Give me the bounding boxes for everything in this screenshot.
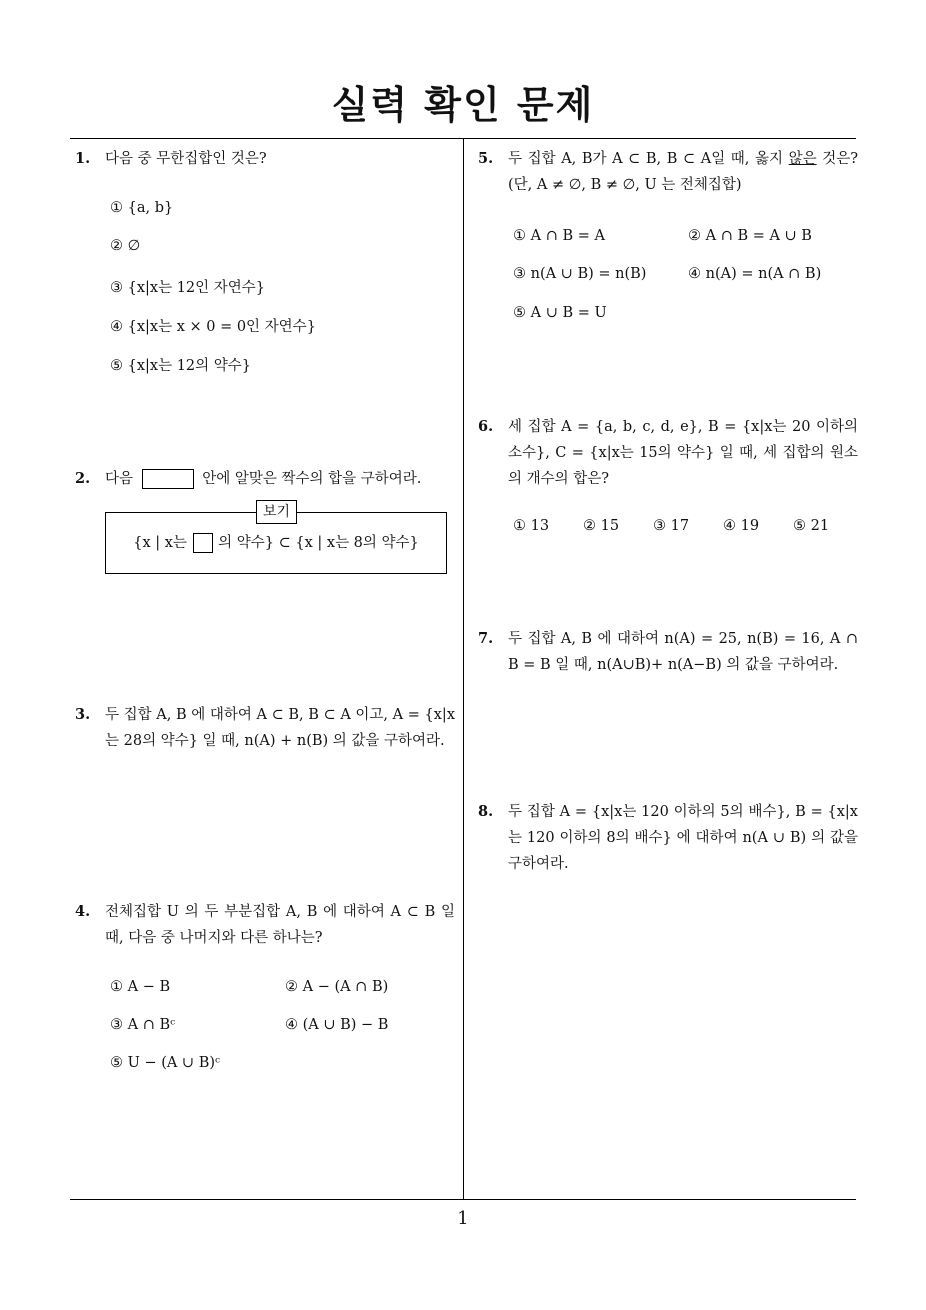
question-text: 세 집합 A = {a, b, c, d, e}, B = {x|x는 20 이하의 소수}, C = {x|x는 15의 약수} 일 때, 세 집합의 원소의 개수의 합은? [508,419,858,487]
q5-option-4[interactable]: ④ n(A) = n(A ∩ B) [688,266,822,282]
question-text: 두 집합 A, B 에 대하여 A ⊂ B, B ⊂ A 이고, A = {x|x는 28의 약수} 일 때, n(A) + n(B) 의 값을 구하여라. [105,707,455,749]
question-5 [478,146,858,198]
question-number: 8. [478,803,494,820]
question-number: 5. [478,150,494,167]
example-box [105,504,447,574]
q5-option-2[interactable]: ② A ∩ B = A ∪ B [688,228,812,244]
q1-option-2[interactable]: ② ∅ [110,238,141,254]
q4-option-2[interactable]: ② A − (A ∩ B) [285,979,389,995]
question-1 [75,146,455,172]
q6-option-2[interactable]: ② 15 [583,518,620,534]
question-6 [478,414,858,492]
question-text: 두 집합 A = {x|x는 120 이하의 5의 배수}, B = {x|x는 120 이하의 8의 배수} 에 대하여 n(A ∪ B) 의 값을 구하여라. [508,804,858,872]
blank-box [142,469,194,489]
column-divider [463,139,464,1200]
question-number: 2. [75,470,91,487]
question-3 [75,702,455,754]
q6-option-5[interactable]: ⑤ 21 [793,518,830,534]
question-number: 3. [75,706,91,723]
q4-option-5[interactable]: ⑤ U − (A ∪ B)ᶜ [110,1055,221,1071]
q6-option-3[interactable]: ③ 17 [653,518,690,534]
q5-option-3[interactable]: ③ n(A ∪ B) = n(B) [513,266,647,282]
question-4 [75,899,455,951]
question-number: 7. [478,630,494,647]
page-title: 실력 확인 문제 [331,83,595,127]
question-number: 4. [75,903,91,920]
bottom-rule [70,1199,856,1200]
blank-box-small [193,533,213,553]
question-text [105,466,455,492]
example-label: 보기 [256,500,297,524]
question-number: 6. [478,418,494,435]
q1-option-5[interactable]: ⑤ {x|x는 12의 약수} [110,358,251,374]
example-text [106,531,446,553]
q1-option-4[interactable]: ④ {x|x는 x × 0 = 0인 자연수} [110,319,316,335]
q6-option-4[interactable]: ④ 19 [723,518,760,534]
text-before: 두 집합 A, B가 A ⊂ B, B ⊂ A일 때, 옳지 [508,151,784,167]
text-before-box: 다음 [105,471,134,487]
q1-option-3[interactable]: ③ {x|x는 12인 자연수} [110,280,266,296]
q6-option-1[interactable]: ① 13 [513,518,550,534]
q1-option-1[interactable]: ① {a, b} [110,200,174,216]
question-number: 1. [75,150,91,167]
question-text: 다음 중 무한집합인 것은? [105,151,267,167]
question-2 [75,466,455,492]
example-text-before: {x | x는 [133,535,187,551]
q5-option-1[interactable]: ① A ∩ B = A [513,228,605,244]
question-8 [478,799,858,877]
q4-option-4[interactable]: ④ (A ∪ B) − B [285,1017,389,1033]
q5-option-5[interactable]: ⑤ A ∪ B = U [513,305,607,321]
page-number: 1 [457,1208,469,1229]
q4-option-3[interactable]: ③ A ∩ Bᶜ [110,1017,176,1033]
example-text-after: 의 약수} ⊂ {x | x는 8의 약수} [218,535,419,551]
question-text: 전체집합 U 의 두 부분집합 A, B 에 대하여 A ⊂ B 일 때, 다음 중 나머지와 다른 하나는? [105,904,455,946]
text-after: 것은? (단, A ≠ ∅, B ≠ ∅, U 는 전체집합) [508,151,859,193]
question-text [508,146,858,198]
text-after-box: 안에 알맞은 짝수의 합을 구하여라. [202,471,422,487]
underlined-word: 않은 [788,151,817,167]
question-text: 두 집합 A, B 에 대하여 n(A) = 25, n(B) = 16, A ∩ B = B 일 때, n(A∪B)+ n(A−B) 의 값을 구하여라. [508,631,858,673]
question-7 [478,626,858,678]
q4-option-1[interactable]: ① A − B [110,979,171,995]
